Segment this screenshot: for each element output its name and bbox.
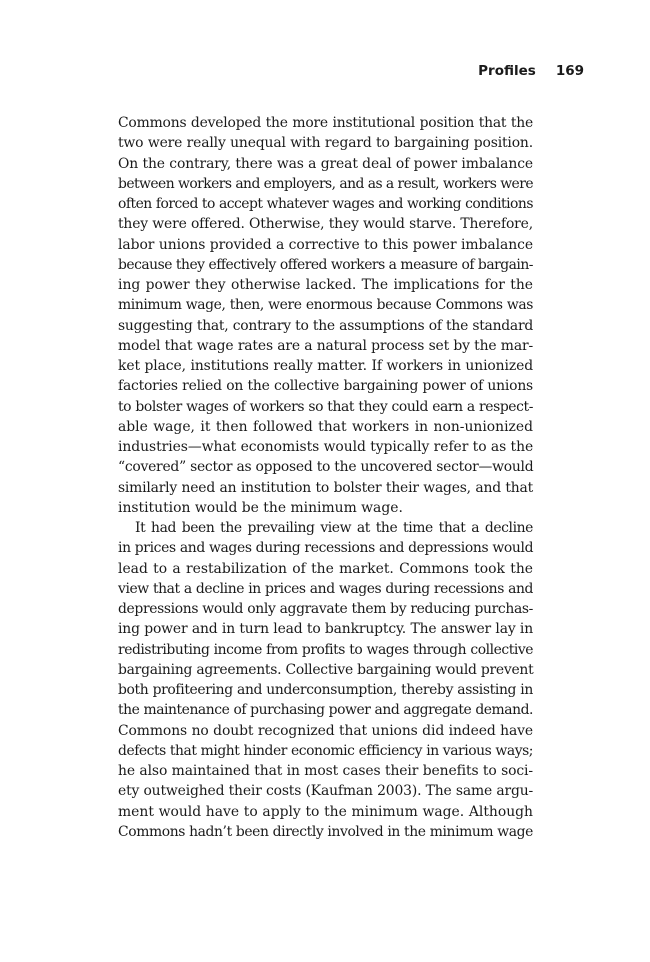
text-line: factories relied on the collective bargaining power of unions [118,378,533,395]
text-line: because they effectively offered workers a measure of bargain- [118,256,533,273]
text-line: ety outweighed their costs (Kaufman 2003). The same argu- [118,783,534,800]
text-line: often forced to accept whatever wages and working conditions [118,196,533,212]
text-line: model that wage rates are a natural process set by the mar- [118,337,533,354]
text-line: industries—what economists would typically refer to as the [118,439,534,455]
text-line: Commons no doubt recognized that unions did indeed have [118,722,533,739]
text-line: ment would have to apply to the minimum wage. Although [118,803,533,820]
text-line: lead to a restabilization of the market. Commons took the [118,560,533,577]
text-line: ing power they otherwise lacked. The implications for the [118,277,533,293]
text-line: redistributing income from profits to wages through collective [118,641,533,658]
text-line: they were offered. Otherwise, they would starve. Therefore, [118,216,533,233]
text-line: able wage, it then followed that workers in non-unionized [118,418,533,435]
paragraph-2 [118,518,533,842]
text-line: On the contrary, there was a great deal of power imbalance [118,155,533,172]
text-line: “covered” sector as opposed to the uncovered sector—would [118,459,534,476]
text-line: to bolster wages of workers so that they could earn a respect- [118,398,533,415]
running-head [478,63,584,79]
body-text [118,113,533,842]
text-line: the maintenance of purchasing power and aggregate demand. [118,702,533,719]
text-line: ket place, institutions really matter. If workers in unionized [118,358,533,374]
running-head-section: Profiles [478,63,536,79]
text-line: view that a decline in prices and wages during recessions and [118,580,533,597]
text-line: defects that might hinder economic efficiency in various ways; [118,742,533,759]
text-line: similarly need an institution to bolster their wages, and that [118,479,533,496]
text-line: institution would be the minimum wage. [118,499,403,516]
text-line: two were really unequal with regard to bargaining position. [118,135,533,152]
text-line: between workers and employers, and as a result, workers were [118,175,533,192]
text-line: Commons developed the more institutional position that the [118,115,533,131]
text-line: It had been the prevailing view at the time that a decline [135,520,533,536]
text-line: he also maintained that in most cases their benefits to soci- [118,763,533,779]
text-line: ing power and in turn lead to bankruptcy. The answer lay in [118,621,533,638]
text-line: in prices and wages during recessions and depressions would [118,540,534,557]
paragraph-1 [118,113,533,518]
text-line: bargaining agreements. Collective bargaining would prevent [118,661,534,678]
text-line: depressions would only aggravate them by reducing purchas- [118,601,533,617]
text-line: Commons hadn’t been directly involved in the minimum wage [118,823,533,840]
text-line: both profiteering and underconsumption, thereby assisting in [118,682,533,698]
text-line: minimum wage, then, were enormous because Commons was [118,297,533,314]
text-line: suggesting that, contrary to the assumptions of the standard [118,317,533,334]
page-number: 169 [555,63,584,79]
text-line: labor unions provided a corrective to this power imbalance [118,236,533,253]
